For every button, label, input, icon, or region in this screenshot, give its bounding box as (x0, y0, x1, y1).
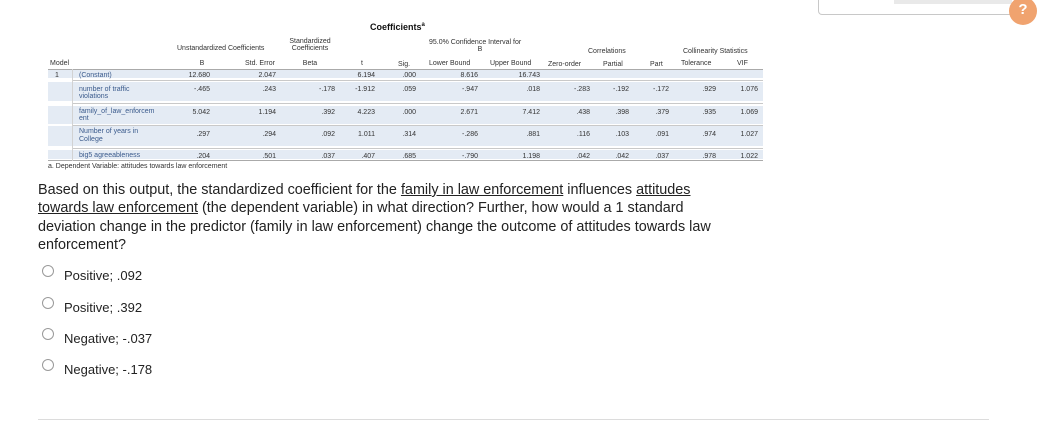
cell-zero-order: .042 (576, 153, 590, 160)
top-input-fill (894, 0, 1012, 4)
cell-part: .091 (655, 131, 669, 138)
row-rule (72, 125, 763, 126)
header-lower: Lower Bound (429, 60, 471, 67)
header-unstandardized: Unstandardized Coefficients (177, 45, 265, 52)
radio-button[interactable] (42, 328, 54, 340)
header-tolerance: Tolerance (681, 60, 712, 67)
cell-se: .501 (262, 153, 276, 160)
header-part: Part (650, 61, 663, 68)
cell-partial: .103 (615, 131, 629, 138)
cell-b: .204 (196, 153, 210, 160)
cell-tolerance: .935 (702, 109, 716, 116)
option-label: Negative; -.178 (64, 362, 153, 377)
cell-tolerance: .978 (702, 153, 716, 160)
cell-part: -.172 (653, 86, 669, 93)
cell-partial: .398 (615, 109, 629, 116)
row-label: number of traffic (79, 86, 130, 93)
header-std-error: Std. Error (245, 60, 275, 67)
cell-lower: -.790 (462, 153, 478, 160)
radio-button[interactable] (42, 297, 54, 309)
cell-lower: -.286 (462, 131, 478, 138)
cell-upper: .018 (526, 86, 540, 93)
table-footnote: a. Dependent Variable: attitudes towards law enforcement (48, 163, 228, 170)
option-label: Positive; .092 (64, 268, 143, 283)
cell-se: .243 (262, 86, 276, 93)
cell-tolerance: .974 (702, 131, 716, 138)
radio-button[interactable] (42, 359, 54, 371)
cell-partial: -.192 (613, 86, 629, 93)
cell-se: 2.047 (258, 72, 276, 79)
row-rule (72, 80, 763, 81)
cell-upper: 16.743 (518, 72, 540, 79)
cell-upper: 1.198 (522, 153, 540, 160)
header-model: Model (50, 60, 70, 67)
option-label: Positive; .392 (64, 300, 143, 315)
cell-beta: .392 (321, 109, 335, 116)
cell-sig: .685 (402, 153, 416, 160)
coefficients-table (0, 0, 780, 175)
cell-b: 5.042 (192, 109, 210, 116)
header-correlations: Correlations (588, 48, 626, 55)
header-vif: VIF (737, 60, 748, 67)
term-link-family[interactable]: family in law enforcement (400, 182, 564, 198)
cell-beta: -.178 (319, 86, 335, 93)
cell-se: 1.194 (258, 109, 276, 116)
header-rule (48, 69, 763, 70)
cell-sig: .314 (402, 131, 416, 138)
help-icon[interactable]: ? (1009, 0, 1037, 25)
header-beta: Beta (302, 60, 318, 67)
header-coefficients: Coefficients (291, 45, 329, 52)
cell-vif: 1.076 (740, 86, 758, 93)
cell-part: .379 (655, 109, 669, 116)
row-label-cont: College (79, 136, 103, 143)
header-partial: Partial (603, 61, 623, 68)
header-t: t (361, 60, 363, 67)
cell-zero-order: -.283 (574, 86, 590, 93)
model-number: 1 (55, 72, 59, 79)
top-input-field[interactable] (818, 0, 1016, 15)
cell-b: 12.680 (188, 72, 210, 79)
cell-tolerance: .929 (702, 86, 716, 93)
row-label: Number of years in (79, 128, 139, 135)
row-label: big5 agreeableness (79, 152, 141, 159)
cell-t: .407 (361, 153, 375, 160)
cell-upper: 7.412 (522, 109, 540, 116)
cell-zero-order: .438 (576, 109, 590, 116)
header-collinearity: Collinearity Statistics (683, 48, 748, 55)
cell-sig: .059 (402, 86, 416, 93)
header-upper: Upper Bound (490, 60, 532, 67)
option-label: Negative; -.037 (64, 331, 153, 346)
cell-se: .294 (262, 131, 276, 138)
row-label-cont: violations (79, 93, 109, 100)
cell-upper: .881 (526, 131, 540, 138)
cell-lower: 2.671 (460, 109, 478, 116)
question-text: Based on this output, the standardized coefficient for the family in law enforcement influences attitudes towards law enforcement (the dependent variable) in what direction? Further, how would a 1 standard deviation change in the predictor (family in law enforcement) change the outcome of attitudes towards law enforcement? (38, 182, 711, 254)
row-rule (72, 103, 763, 104)
cell-partial: .042 (615, 153, 629, 160)
divider (38, 419, 989, 420)
cell-b: .297 (196, 131, 210, 138)
row-rule (72, 148, 763, 149)
cell-vif: 1.027 (740, 131, 758, 138)
cell-t: 6.194 (357, 72, 375, 79)
header-b: B (199, 60, 205, 67)
cell-lower: -.947 (462, 86, 478, 93)
cell-part: .037 (655, 153, 669, 160)
cell-beta: .092 (321, 131, 335, 138)
col-rule (72, 69, 73, 161)
row-label-cont: ent (79, 115, 89, 122)
cell-t: 1.011 (358, 131, 375, 138)
table-title: Coefficients$^a$ (370, 22, 425, 32)
cell-vif: 1.069 (740, 109, 758, 116)
cell-t: -1.912 (355, 86, 375, 93)
cell-lower: 8.616 (460, 72, 478, 79)
cell-b: -.465 (194, 86, 210, 93)
cell-t: 4.223 (357, 109, 375, 116)
header-ci: 95.0% Confidence Interval for (429, 39, 522, 46)
row-label: (Constant) (79, 72, 112, 79)
cell-sig: .000 (402, 72, 416, 79)
row-label: family_of_law_enforcem (79, 108, 155, 115)
cell-sig: .000 (402, 109, 416, 116)
header-sig: Sig. (397, 61, 411, 68)
header-standardized: Standardized (289, 38, 331, 45)
cell-zero-order: .116 (576, 131, 590, 138)
cell-beta: .037 (321, 153, 335, 160)
term-link-attitudes[interactable]: attitudes towards law enforcement (38, 182, 691, 217)
header-zero-order: Zero-order (548, 61, 582, 68)
header-ci-b: B (477, 46, 483, 53)
radio-button[interactable] (42, 265, 54, 277)
cell-vif: 1.022 (740, 153, 758, 160)
